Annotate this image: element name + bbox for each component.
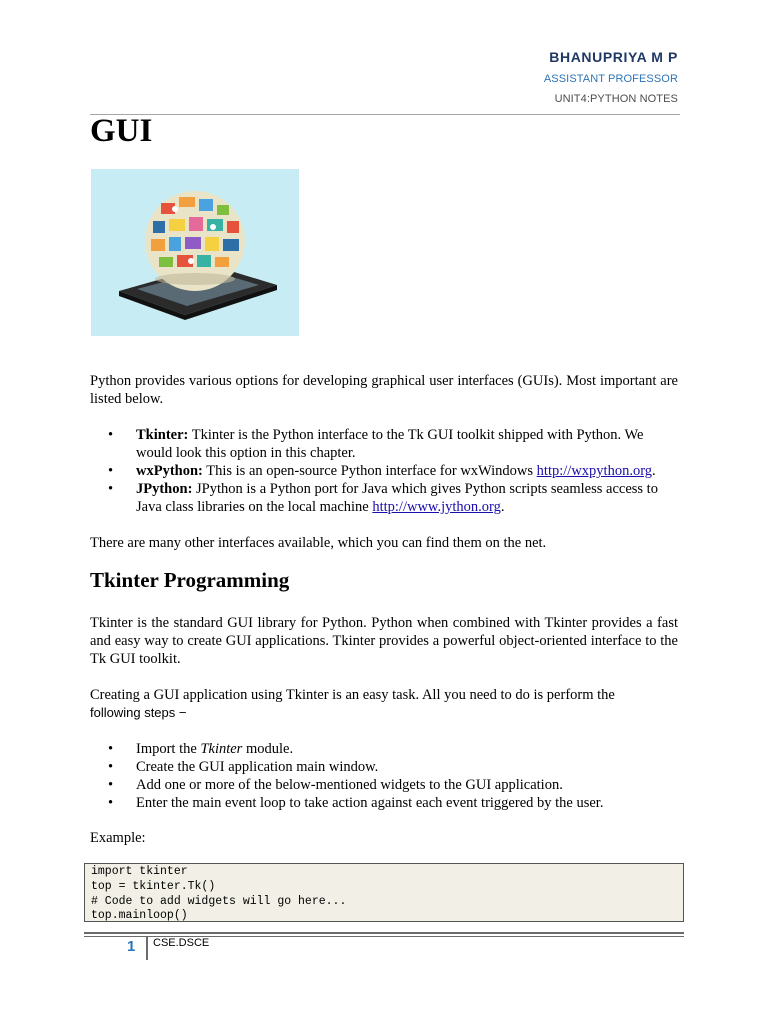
option-text: Tkinter is the Python interface to the Tk GUI toolkit shipped with Python. We would look this option in this chapter. <box>136 427 644 461</box>
option-name: Tkinter: <box>136 427 189 443</box>
code-line: # Code to add widgets will go here... <box>91 894 347 908</box>
jython-link[interactable]: http://www.jython.org <box>372 499 501 515</box>
tkinter-paragraph: Tkinter is the standard GUI library for Python. Python when combined with Tkinter provides a fast and easy way to create GUI applications. Tkinter provides a powerful object-oriented interface to the Tk GUI toolkit. <box>90 615 678 667</box>
list-item <box>136 426 678 462</box>
list-item <box>136 740 678 758</box>
header-divider <box>90 114 680 115</box>
list-item <box>136 794 678 812</box>
option-text: JPython is a Python port for Java which gives Python scripts seamless access to Java class libraries on the local machine <box>136 481 658 515</box>
steps-intro-text: Creating a GUI application using Tkinter is an easy task. All you need to do is perform the <box>90 687 615 703</box>
footer-separator <box>146 936 148 960</box>
steps-intro-text-cont: following steps − <box>90 705 187 720</box>
gui-illustration-image <box>91 169 299 336</box>
steps-intro-paragraph <box>90 686 678 722</box>
step-emphasis: Tkinter <box>200 741 243 757</box>
code-line: import tkinter <box>91 865 188 878</box>
code-block <box>84 863 684 922</box>
wxpython-link[interactable]: http://wxpython.org <box>536 463 653 479</box>
list-item <box>136 758 678 776</box>
step-text: module. <box>242 741 294 757</box>
option-name: wxPython: <box>136 463 203 479</box>
gui-options-list <box>90 426 678 516</box>
list-item <box>136 462 678 480</box>
footer-divider <box>84 932 684 934</box>
step-text: Create the GUI application main window. <box>136 759 379 775</box>
step-text: Import the <box>136 741 201 757</box>
header-role: ASSISTANT PROFESSOR <box>543 73 678 85</box>
page-title: GUI <box>90 113 153 149</box>
steps-list <box>90 740 678 812</box>
option-punct: . <box>652 463 656 479</box>
list-item <box>136 480 678 516</box>
other-interfaces-note: There are many other interfaces available, which you can find them on the net. <box>90 535 547 551</box>
step-text: Add one or more of the below-mentioned widgets to the GUI application. <box>136 777 563 793</box>
page-number: 1 <box>127 938 136 955</box>
option-punct: . <box>500 499 505 515</box>
section-heading: Tkinter Programming <box>90 568 290 592</box>
option-name: JPython: <box>136 481 193 497</box>
footer-label: CSE.DSCE <box>153 937 210 949</box>
intro-paragraph: Python provides various options for developing graphical user interfaces (GUIs). Most important are listed below. <box>90 373 678 407</box>
step-text: Enter the main event loop to take action against each event triggered by the user. <box>136 795 604 811</box>
header-author: BHANUPRIYA M P <box>549 49 678 65</box>
code-line: top.mainloop() <box>91 909 188 923</box>
code-line: top = tkinter.Tk() <box>91 879 216 893</box>
option-text: This is an open-source Python interface for wxWindows <box>202 463 537 479</box>
example-label: Example: <box>90 830 146 846</box>
gui-globe-illustration-icon <box>91 169 299 336</box>
list-item <box>136 776 678 794</box>
header-unit: UNIT4:PYTHON NOTES <box>554 93 678 105</box>
